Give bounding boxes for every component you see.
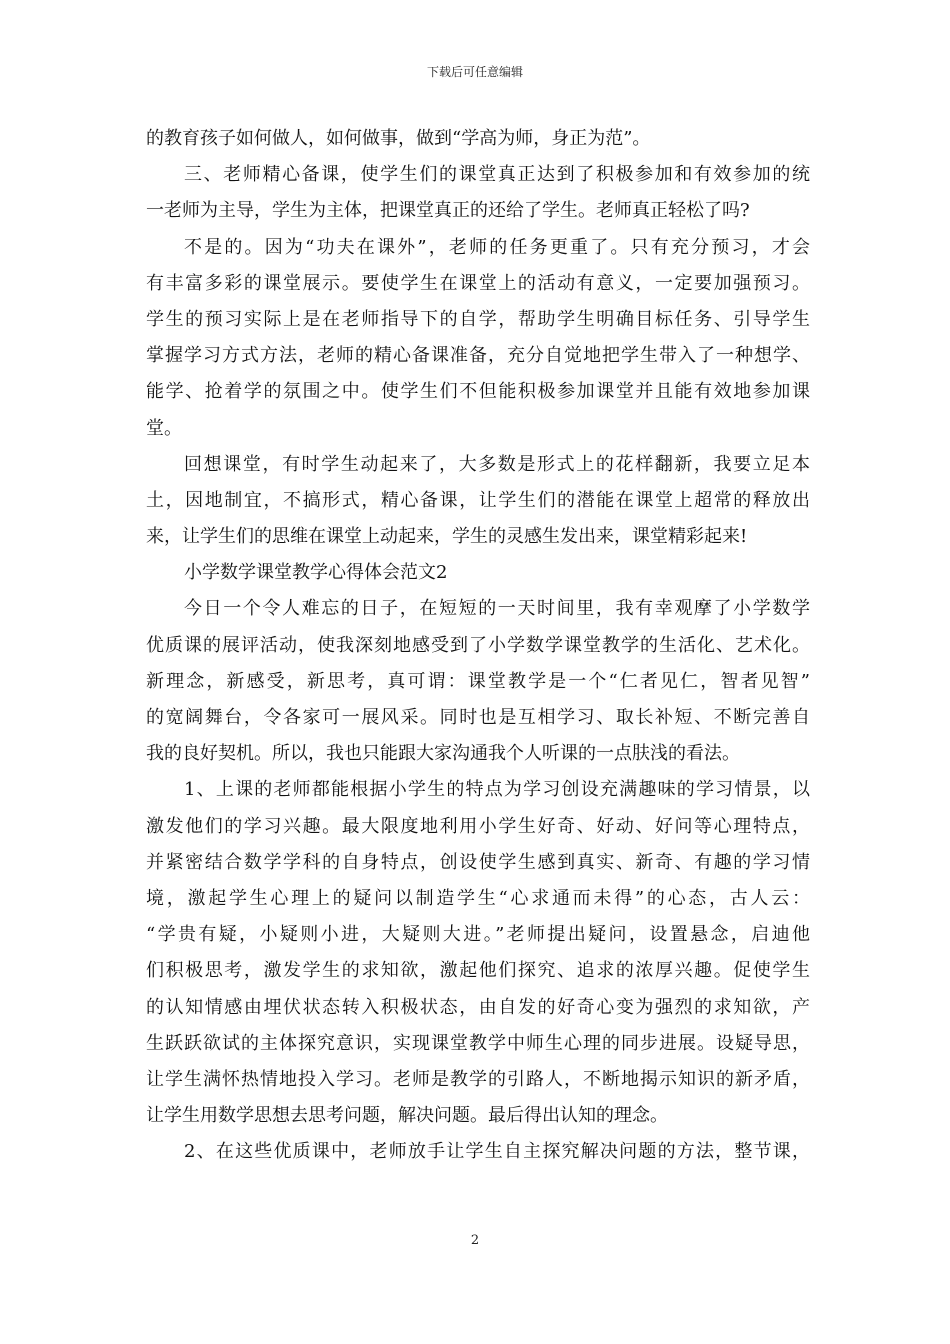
text-line: 回想课堂，有时学生动起来了，大多数是形式上的花样翻新，我要立足本 bbox=[184, 453, 810, 475]
text-line: 不是的。因为“功夫在课外”，老师的任务更重了。只有充分预习，才会 bbox=[184, 236, 810, 258]
text-line: 有丰富多彩的课堂展示。要使学生在课堂上的活动有意义，一定要加强预习。 bbox=[146, 272, 810, 294]
text-line: 掌握学习方式方法，老师的精心备课准备，充分自觉地把学生带入了一种想学、 bbox=[146, 345, 810, 367]
text-line: 让学生用数学思想去思考问题，解决问题。最后得出认知的理念。 bbox=[146, 1105, 668, 1127]
text-line: 堂。 bbox=[146, 417, 182, 439]
body-text bbox=[146, 121, 810, 1170]
text-line: 们积极思考，激发学生的求知欲，激起他们探究、追求的浓厚兴趣。促使学生 bbox=[146, 960, 810, 982]
text-line: 今日一个令人难忘的日子，在短短的一天时间里，我有幸观摩了小学数学 bbox=[184, 598, 810, 620]
text-line: 优质课的展评活动，使我深刻地感受到了小学数学课堂教学的生活化、艺术化。 bbox=[146, 634, 810, 656]
text-line: 的宽阔舞台，令各家可一展风采。同时也是互相学习、取长补短、不断完善自 bbox=[146, 707, 810, 728]
page-header: 下载后可任意编辑 bbox=[426, 65, 523, 79]
text-line: 并紧密结合数学学科的自身特点，创设使学生感到真实、新奇、有趣的学习情 bbox=[146, 851, 810, 873]
text-line: 学生的预习实际上是在老师指导下的自学，帮助学生明确目标任务、引导学生 bbox=[146, 308, 810, 330]
text-line: 新理念，新感受，新思考，真可谓：课堂教学是一个“仁者见仁，智者见智” bbox=[146, 670, 810, 692]
text-line: 一老师为主导，学生为主体，把课堂真正的还给了学生。老师真正轻松了吗? bbox=[146, 200, 750, 222]
text-line: 2、在这些优质课中，老师放手让学生自主探究解决问题的方法，整节课， bbox=[184, 1141, 810, 1163]
text-line: 1、上课的老师都能根据小学生的特点为学习创设充满趣味的学习情景，以 bbox=[184, 779, 810, 801]
text-line: “学贵有疑，小疑则小进，大疑则大进。”老师提出疑问，设置悬念，启迪他 bbox=[146, 924, 810, 946]
text-line: 的教育孩子如何做人，如何做事，做到“学高为师，身正为范”。 bbox=[146, 128, 651, 149]
text-line: 来，让学生们的思维在课堂上动起来，学生的灵感生发出来，课堂精彩起来! bbox=[146, 526, 748, 548]
text-line: 土，因地制宜，不搞形式，精心备课，让学生们的潜能在课堂上超常的释放出 bbox=[146, 489, 810, 511]
text-line: 激发他们的学习兴趣。最大限度地利用小学生好奇、好动、好问等心理特点， bbox=[146, 815, 810, 837]
text-line: 能学、抢着学的氛围之中。使学生们不但能积极参加课堂并且能有效地参加课 bbox=[146, 381, 810, 403]
page-number: 2 bbox=[470, 1233, 480, 1248]
section-heading: 小学数学课堂教学心得体会范文2 bbox=[184, 562, 448, 584]
text-line: 的认知情感由埋伏状态转入积极状态，由自发的好奇心变为强烈的求知欲，产 bbox=[146, 996, 810, 1018]
text-line: 三、老师精心备课，使学生们的课堂真正达到了积极参加和有效参加的统 bbox=[184, 164, 810, 186]
text-line: 我的良好契机。所以，我也只能跟大家沟通我个人听课的一点肤浅的看法。 bbox=[146, 743, 740, 765]
text-line: 让学生满怀热情地投入学习。老师是教学的引路人，不断地揭示知识的新矛盾， bbox=[146, 1068, 810, 1090]
text-line: 生跃跃欲试的主体探究意识，实现课堂教学中师生心理的同步进展。设疑导思， bbox=[146, 1032, 810, 1054]
text-line: 境，激起学生心理上的疑问以制造学生“心求通而未得”的心态，古人云： bbox=[146, 887, 810, 909]
